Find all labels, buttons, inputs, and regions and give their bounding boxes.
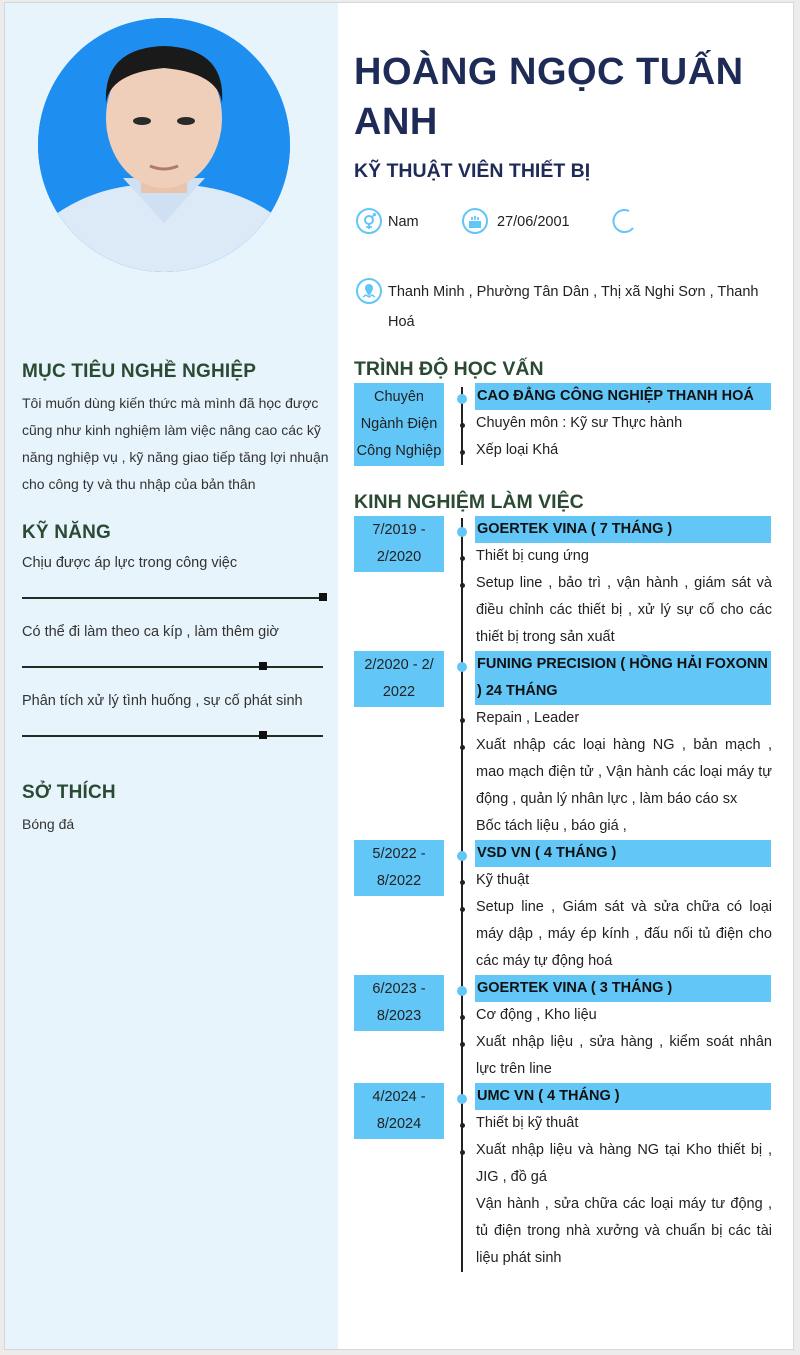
birthday-value: 27/06/2001: [497, 214, 570, 230]
job-period: 4/2024 - 8/2024: [354, 1083, 444, 1139]
job-company: VSD VN ( 4 THÁNG ): [475, 840, 771, 867]
hobbies-text: Bóng đá: [22, 816, 75, 832]
skill-label: Có thể đi làm theo ca kíp , làm thêm giờ: [22, 624, 279, 640]
job-item: Cơ động , Kho liệu: [476, 1007, 597, 1023]
avatar: [38, 18, 290, 272]
skill-bar: [22, 666, 323, 668]
job-item: Xuất nhập liệu và hàng NG tại Kho thiết bị , JIG , đồ gá: [476, 1142, 772, 1185]
skill-level-knob: [259, 662, 267, 670]
job-item: Vận hành , sửa chữa các loại máy tư động , tủ điện trong nhà xưởng và chuẩn bị các tài liệu phát sinh: [476, 1196, 772, 1266]
timeline-dot: [457, 527, 467, 537]
bullet-dot: [460, 880, 465, 885]
experience-timeline: [461, 518, 463, 1272]
objective-text: Tôi muốn dùng kiến thức mà mình đã học được cũng như kinh nghiệm làm việc nâng cao các kỹ năng nghiệp vụ , kỹ năng giao tiếp tăng lợi nhuận cho công ty và thu nhập của bản thân: [22, 395, 329, 492]
job-item: Xuất nhập các loại hàng NG , bản mạch , mao mạch điện tử , Vận hành các loại máy tự động , quản lý nhân lực , làm báo cáo sx: [476, 737, 772, 807]
portrait-photo: [38, 18, 290, 272]
cv-page: [4, 2, 794, 1350]
job-item: Thiết bị kỹ thuât: [476, 1115, 579, 1131]
birthday-cake-icon: [461, 207, 489, 235]
full-name: HOÀNG NGỌC TUẤN ANH: [354, 51, 744, 143]
skills-heading: KỸ NĂNG: [22, 522, 112, 543]
skill-level-knob: [259, 731, 267, 739]
education-heading: TRÌNH ĐỘ HỌC VẤN: [354, 358, 544, 380]
timeline-dot: [457, 394, 467, 404]
bullet-dot: [460, 745, 465, 750]
education-item: Xếp loại Khá: [476, 442, 559, 458]
job-company: FUNING PRECISION ( HỒNG HẢI FOXONN ) 24 THÁNG: [475, 651, 771, 705]
job-item: Bốc tách liệu , báo giá ,: [476, 818, 627, 834]
skill-bar: [22, 735, 323, 737]
job-item: Thiết bị cung ứng: [476, 548, 589, 564]
skill-label: Chịu được áp lực trong công việc: [22, 555, 238, 571]
bullet-dot: [460, 1042, 465, 1047]
skill-bar: [22, 597, 323, 599]
timeline-dot: [457, 851, 467, 861]
job-company: GOERTEK VINA ( 3 THÁNG ): [475, 975, 771, 1002]
job-title: KỸ THUẬT VIÊN THIẾT BỊ: [354, 160, 591, 182]
experience-heading: KINH NGHIỆM LÀM VIỆC: [354, 491, 584, 513]
bullet-dot: [460, 450, 465, 455]
bullet-dot: [460, 907, 465, 912]
bullet-dot: [460, 1015, 465, 1020]
bullet-dot: [460, 1150, 465, 1155]
timeline-dot: [457, 986, 467, 996]
timeline-dot: [457, 662, 467, 672]
job-period: 7/2019 - 2/2020: [354, 516, 444, 572]
job-period: 2/2020 - 2/ 2022: [354, 651, 444, 707]
bullet-dot: [460, 423, 465, 428]
objective-heading: MỤC TIÊU NGHỀ NGHIỆP: [22, 361, 257, 382]
job-company: UMC VN ( 4 THÁNG ): [475, 1083, 771, 1110]
job-item: Xuất nhập liệu , sửa hàng , kiểm soát nhân lực trên line: [476, 1034, 772, 1077]
address-value: Thanh Minh , Phường Tân Dân , Thị xã Nghi Sơn , Thanh Hoá: [388, 284, 759, 330]
location-icon: [355, 277, 383, 305]
gender-icon: [355, 207, 383, 235]
education-period: Chuyên Ngành Điện Công Nghiệp: [354, 383, 444, 466]
bullet-dot: [460, 718, 465, 723]
skill-label: Phân tích xử lý tình huống , sự cố phát sinh: [22, 693, 303, 709]
job-period: 5/2022 - 8/2022: [354, 840, 444, 896]
gender-value: Nam: [388, 214, 419, 230]
skill-level-knob: [319, 593, 327, 601]
phone-icon: [609, 207, 637, 235]
job-item: Repain , Leader: [476, 710, 580, 726]
job-period: 6/2023 - 8/2023: [354, 975, 444, 1031]
job-company: GOERTEK VINA ( 7 THÁNG ): [475, 516, 771, 543]
bullet-dot: [460, 583, 465, 588]
bullet-dot: [460, 556, 465, 561]
job-item: Setup line , bảo trì , vận hành , giám sát và điều chỉnh các thiết bị , xử lý sự cố cho các thiết bị trong sản xuất: [476, 575, 772, 645]
job-item: Kỹ thuật: [476, 872, 530, 888]
bullet-dot: [460, 1123, 465, 1128]
hobbies-heading: SỞ THÍCH: [22, 782, 116, 803]
education-item: Chuyên môn : Kỹ sư Thực hành: [476, 415, 683, 431]
job-item: Setup line , Giám sát và sửa chữa có loại máy dập , máy ép kính , đấu nối tủ điện cho các máy tự động hoá: [476, 899, 772, 969]
education-school: CAO ĐẲNG CÔNG NGHIỆP THANH HOÁ: [475, 383, 771, 410]
timeline-dot: [457, 1094, 467, 1104]
